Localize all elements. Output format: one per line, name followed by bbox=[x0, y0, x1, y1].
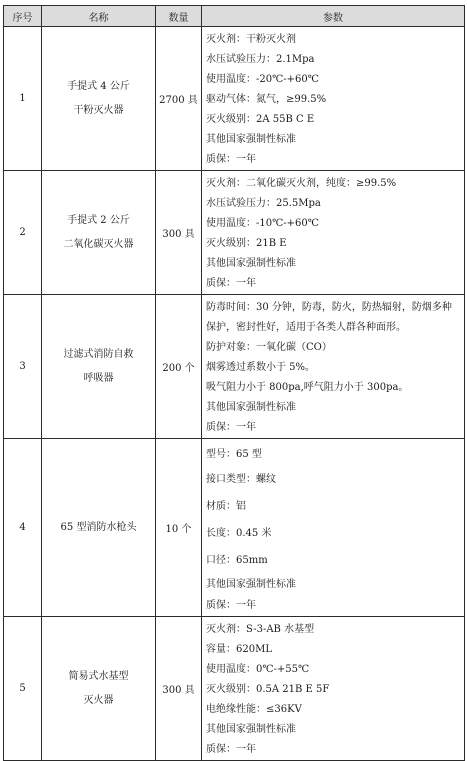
param-line: 灭火剂：干粉灭火剂 bbox=[206, 34, 296, 45]
param-line: 使用温度：0℃-+55℃ bbox=[206, 664, 310, 675]
params-cell bbox=[202, 439, 465, 617]
product-name bbox=[42, 617, 156, 761]
quantity: 10 个 bbox=[156, 439, 202, 617]
header-name: 名称 bbox=[42, 6, 156, 27]
quantity: 200 个 bbox=[156, 295, 202, 439]
param-line: 灭火级别：2A 55B C E bbox=[206, 114, 315, 125]
row-number: 3 bbox=[4, 295, 42, 439]
param-line: 质保：一年 bbox=[206, 154, 256, 165]
header-params: 参数 bbox=[202, 6, 465, 27]
product-name bbox=[42, 171, 156, 295]
param-line: 驱动气体：氮气，≥99.5% bbox=[206, 94, 327, 105]
param-line: 灭火剂：S-3-AB 水基型 bbox=[206, 624, 315, 635]
product-name bbox=[42, 439, 156, 617]
params-cell bbox=[202, 27, 465, 171]
row-number: 2 bbox=[4, 171, 42, 295]
product-name-line: 二氧化碳灭火器 bbox=[63, 238, 134, 250]
product-name-line: 手提式 2 公斤 bbox=[67, 214, 130, 226]
product-name-line: 手提式 4 公斤 bbox=[67, 80, 130, 92]
product-spec-table bbox=[3, 5, 465, 761]
param-line: 其他国家强制性标准 bbox=[206, 402, 296, 413]
param-line: 口径：65mm bbox=[206, 555, 268, 566]
param-line: 水压试验压力：2.1Mpa bbox=[206, 54, 315, 65]
params-cell bbox=[202, 617, 465, 761]
product-name bbox=[42, 27, 156, 171]
param-line: 材质：铝 bbox=[206, 501, 246, 512]
param-line: 质保：一年 bbox=[206, 600, 256, 611]
product-name-line: 65 型消防水枪头 bbox=[60, 521, 137, 533]
table-row bbox=[4, 617, 465, 761]
header-no: 序号 bbox=[4, 6, 42, 27]
param-line: 其他国家强制性标准 bbox=[206, 134, 296, 145]
param-line: 其他国家强制性标准 bbox=[206, 579, 296, 590]
product-name-line: 呼吸器 bbox=[83, 372, 114, 384]
product-name bbox=[42, 295, 156, 439]
quantity: 300 具 bbox=[156, 171, 202, 295]
product-name-line: 简易式水基型 bbox=[68, 670, 129, 682]
product-name-line: 过滤式消防自救 bbox=[63, 348, 134, 360]
param-line: 质保：一年 bbox=[206, 422, 256, 433]
param-line: 质保：一年 bbox=[206, 744, 256, 755]
product-name-line: 灭火器 bbox=[83, 694, 114, 706]
param-line: 电绝缘性能：≤36KV bbox=[206, 704, 302, 715]
row-number: 5 bbox=[4, 617, 42, 761]
param-line: 灭火级别：21B E bbox=[206, 238, 287, 249]
param-line: 接口类型：螺纹 bbox=[206, 474, 276, 485]
product-name-line: 干粉灭火器 bbox=[73, 104, 124, 116]
quantity: 300 具 bbox=[156, 617, 202, 761]
param-line: 防毒时间：30 分钟，防毒，防火，防热辐射，防烟多种保护，密封性好，适用于各类人群各种面形。 bbox=[206, 302, 452, 333]
table-row bbox=[4, 295, 465, 439]
param-line: 灭火级别：0.5A 21B E 5F bbox=[206, 684, 330, 695]
param-line: 使用温度：-10℃-+60℃ bbox=[206, 218, 319, 229]
param-line: 其他国家强制性标准 bbox=[206, 724, 296, 735]
param-line: 防护对象：一氧化碳（CO） bbox=[206, 342, 332, 353]
params-cell bbox=[202, 295, 465, 439]
param-line: 水压试验压力：25.5Mpa bbox=[206, 198, 321, 209]
table-header-row bbox=[4, 6, 465, 27]
param-line: 质保：一年 bbox=[206, 278, 256, 289]
param-line: 烟雾透过系数小于 5%。 bbox=[206, 362, 316, 373]
row-number: 1 bbox=[4, 27, 42, 171]
param-line: 型号：65 型 bbox=[206, 449, 262, 460]
param-line: 使用温度：-20℃-+60℃ bbox=[206, 74, 319, 85]
quantity: 2700 具 bbox=[156, 27, 202, 171]
row-number: 4 bbox=[4, 439, 42, 617]
table-row bbox=[4, 27, 465, 171]
table-row bbox=[4, 439, 465, 617]
header-qty: 数量 bbox=[156, 6, 202, 27]
param-line: 吸气阻力小于 800pa,呼气阻力小于 300pa。 bbox=[206, 382, 409, 393]
params-cell bbox=[202, 171, 465, 295]
table-row bbox=[4, 171, 465, 295]
param-line: 灭火剂：二氧化碳灭火剂，纯度：≥99.5% bbox=[206, 178, 397, 189]
param-line: 容量：620ML bbox=[206, 644, 272, 655]
param-line: 长度：0.45 米 bbox=[206, 528, 272, 539]
param-line: 其他国家强制性标准 bbox=[206, 258, 296, 269]
